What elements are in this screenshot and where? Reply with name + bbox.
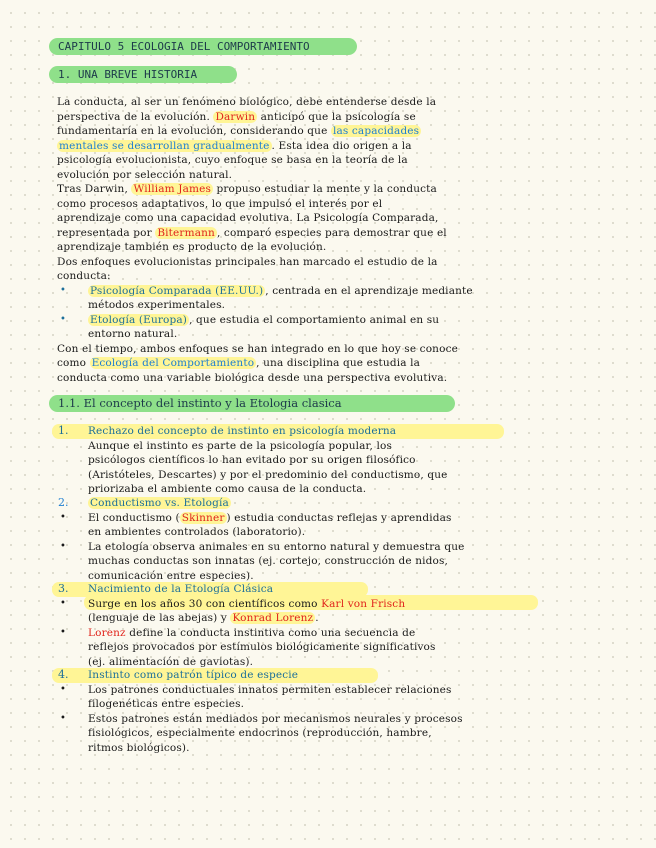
item-title: Nacimiento de la Etología Clásica: [88, 583, 274, 595]
list-item-cont: métodos experimentales.: [88, 299, 226, 311]
intro-line: mentales se desarrollan gradualmente . Esta idea dio origen a la: [59, 140, 412, 152]
list-item: Psicología Comparada (EE.UU.) , centrada en el aprendizaje mediante: [90, 285, 473, 297]
section-heading-1-1: 1.1. El concepto del instinto y la Etologia clasica: [49, 395, 455, 412]
item-text: Estos patrones están mediados por mecanismos neurales y procesos: [88, 713, 463, 725]
item-text: filogenéticas entre especies.: [88, 698, 245, 710]
item-title: Instinto como patrón típico de especie: [88, 669, 299, 681]
section-heading-1: 1. UNA BREVE HISTORIA: [49, 66, 237, 83]
bitermann-name: Bitermann: [157, 227, 215, 239]
intro-line: fundamentaría en la evolución, considerando que las capacidades: [57, 125, 420, 137]
intro-line: psicología evolucionista, cuyo enfoque se basa en la teoría de la: [57, 154, 408, 166]
item-text: (ej. alimentación de gaviotas).: [88, 656, 254, 668]
item-text: priorizaba el ambiente como causa de la conducta.: [88, 483, 367, 495]
bullet-dot: •: [60, 541, 66, 552]
intro-line: aprendizaje como una capacidad evolutiva. La Psicología Comparada,: [57, 212, 439, 224]
bullet-dot: •: [60, 598, 66, 609]
item-text: en ambientes controlados (laboratorio).: [88, 526, 306, 538]
item-text: Aunque el instinto es parte de la psicología popular, los: [88, 440, 393, 452]
item-text: Surge en los años 30 con científicos como Karl von Frisch: [88, 598, 406, 610]
item-title: Conductismo vs. Etología: [90, 497, 229, 509]
bullet-dot: •: [60, 627, 66, 638]
frisch-name: Karl von Frisch: [321, 598, 406, 610]
item-text: psicólogos científicos lo han evitado por su origen filosófico: [88, 454, 416, 466]
item-text: (Aristóteles, Descartes) y por el predominio del conductismo, que: [88, 469, 448, 481]
skinner-name: Skinner: [181, 512, 225, 524]
item-number: 2.: [58, 496, 69, 509]
bullet-dot: •: [60, 684, 66, 695]
intro-line: representada por Bitermann , comparó especies para demostrar que el: [57, 227, 447, 239]
james-name: William James: [133, 183, 212, 195]
item-text: Lorenz define la conducta instintiva como una secuencia de: [88, 627, 416, 639]
item-title: Rechazo del concepto de instinto en psicología moderna: [88, 425, 397, 437]
intro-line: perspectiva de la evolución. Darwin anticipó que la psicología se: [57, 111, 416, 123]
item-text: reflejos provocados por estímulos biológicamente significativos: [88, 641, 436, 653]
item-text: muchas conductas son innatas (ej. cortejo, construcción de nidos,: [88, 555, 448, 567]
item-number: 3.: [58, 582, 69, 595]
item-text: (lenguaje de las abejas) y Konrad Lorenz .: [88, 612, 319, 624]
intro-line: aprendizaje también es producto de la evolución.: [57, 241, 327, 253]
item-text: El conductismo ( Skinner ) estudia conductas reflejas y aprendidas: [88, 512, 452, 524]
intro-line: Dos enfoques evolucionistas principales han marcado el estudio de la: [57, 256, 438, 268]
highlight-gradual: mentales se desarrollan gradualmente: [59, 140, 270, 152]
bullet-dot: •: [60, 713, 66, 724]
bullet-dot: •: [60, 314, 66, 325]
intro-line: conducta:: [57, 270, 111, 282]
list-item: Etología (Europa) , que estudia el comportamiento animal en su: [90, 314, 440, 326]
item-text: comunicación entre especies).: [88, 570, 254, 582]
outro-line: Con el tiempo, ambos enfoques se han integrado en lo que hoy se conoce: [57, 343, 458, 355]
item-text: Los patrones conductuales innatos permiten establecer relaciones: [88, 684, 452, 696]
ecologia-term: Ecología del Comportamiento: [91, 357, 255, 369]
item-number: 1.: [58, 424, 69, 437]
darwin-name: Darwin: [215, 111, 256, 123]
intro-line: La conducta, al ser un fenómeno biológico, debe entenderse desde la: [57, 96, 437, 108]
list-item-cont: entorno natural.: [88, 328, 178, 340]
lorenz-name: Konrad Lorenz: [232, 612, 314, 624]
item-number: 4.: [58, 668, 69, 681]
bullet-dot: •: [60, 285, 66, 296]
intro-line: evolución por selección natural.: [57, 169, 233, 181]
intro-line: Tras Darwin, William James propuso estudiar la mente y la conducta: [57, 183, 437, 195]
outro-line: como Ecología del Comportamiento , una disciplina que estudia la: [57, 357, 421, 369]
item-text: La etología observa animales en su entorno natural y demuestra que: [88, 541, 465, 553]
intro-line: como procesos adaptativos, lo que impulsó el interés por el: [57, 198, 383, 210]
highlight-capacities: las capacidades: [332, 125, 420, 137]
item-text: ritmos biológicos).: [88, 742, 190, 754]
lorenz-name: Lorenz: [88, 627, 126, 639]
outro-line: conducta como una variable biológica desde una perspectiva evolutiva.: [57, 372, 448, 384]
bullet-dot: •: [60, 512, 66, 523]
item-text: fisiológicos, especialmente endocrinos (reproducción, hambre,: [88, 727, 432, 739]
chapter-heading: CAPITULO 5 ECOLOGIA DEL COMPORTAMIENTO: [49, 38, 357, 55]
